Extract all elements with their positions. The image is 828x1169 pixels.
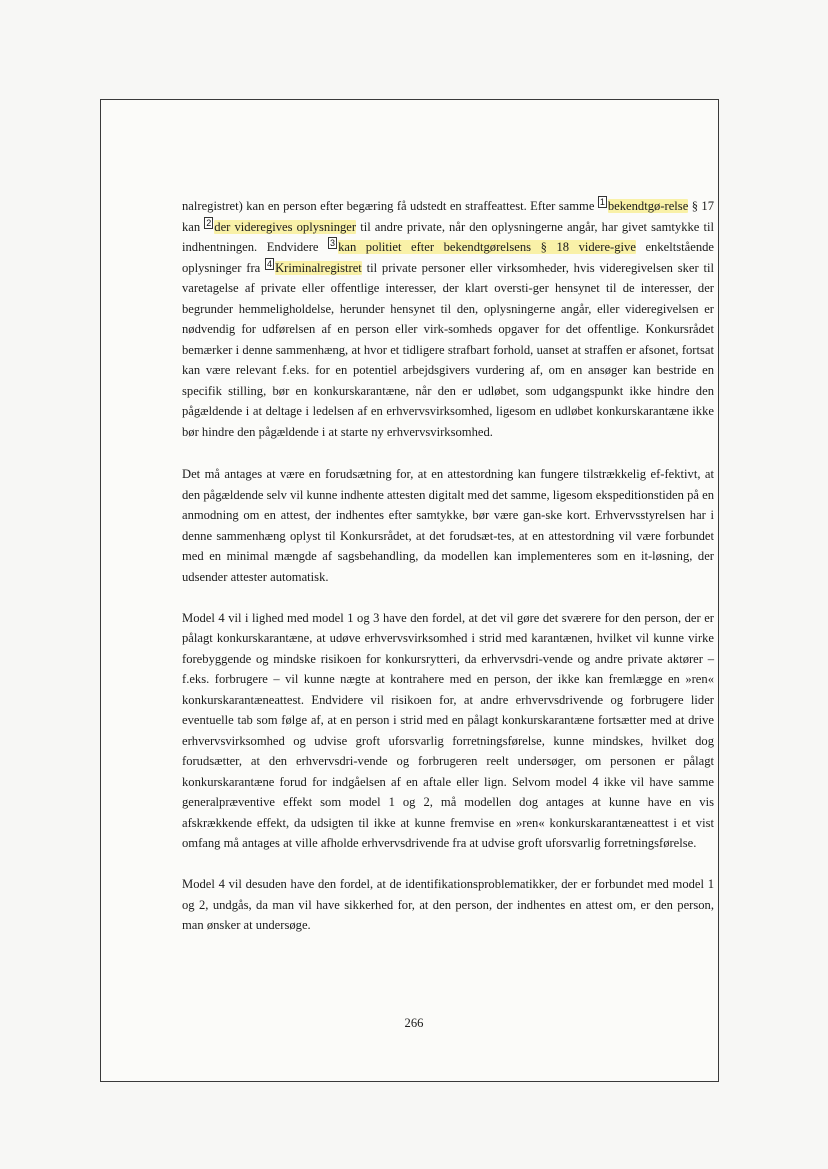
text-run: § 17 kan [182, 199, 714, 234]
annotation-marker-3[interactable]: 3 [330, 238, 336, 248]
highlight-1[interactable]: bekendtgø-relse [607, 199, 689, 213]
text-run: nalregistret) kan en person efter begæring få udstedt en straffeattest. Efter samme [182, 199, 598, 213]
paragraph-1 [182, 196, 714, 442]
text-run: til private personer eller virksomheder, hvis videregivelsen sker til varetagelse af private eller offentlige interesser, der klart oversti-ger hensynet til de interesser, der begrunder hemmeligholdelse, herunder hensynet til den, oplysningerne angår, eller videregivelsen er nødvendig for udførelsen af en person eller virk-somheds opgaver for det offentlige. Konkursrådet bemærker i denne sammenhæng, at hvor et tidligere strafbart forhold, uanset at straffen er afsonet, fortsat kan være relevant f.eks. for en potentiel arbejdsgivers vurdering af, om en ansøger kan bestride en specifik stilling, bør en konkurskarantæne, når den er udløbet, som udgangspunkt ikke hindre den pågældende i at deltage i ledelsen af en erhvervsvirksomhed, ligesom en udløbet konkurskarantæne ikke bør hindre den pågældende i at starte ny erhvervsvirksomhed. [182, 260, 714, 439]
paragraph-4: Model 4 vil desuden have den fordel, at de identifikationsproblematikker, der er forbundet med model 1 og 2, undgås, da man vil have sikkerhed for, at den person, der indhentes en attest om, er den person, man ønsker at undersøge. [182, 877, 714, 932]
highlight-2[interactable]: der videregives oplysninger [214, 219, 357, 234]
annotation-marker-2[interactable]: 2 [206, 217, 212, 228]
paragraph-3: Model 4 vil i lighed med model 1 og 3 have den fordel, at det vil gøre det sværere for den person, der er pålagt konkurskarantæne, at udøve erhvervsvirksomhed i strid med karantænen, hvilket vil kunne virke forebyggende og mindske risikoen for konkursrytteri, da erhvervsdri-vende og andre private aktører – f.eks. forbrugere – vil kunne nægte at kontrahere med en person, der ikke kan fremlægge en »ren« konkurskarantæneattest. Endvidere vil risikoen for, at andre erhvervsdrivende og forbrugere lider eventuelle tab som følge af, at en person i strid med en pålagt konkurskarantæne fortsætter med at drive erhvervsvirksomhed og udvise groft uforsvarlig forretningsførelse, kunne mindskes, hvilket dog forudsætter, at den erhvervsdri-vende og forbrugeren reelt undersøger, om personen er pålagt konkurskarantæne forud for indgåelsen af en aftale eller lign. Selvom model 4 ikke vil have samme generalpræventive effekt som model 1 og 2, må modellen dog antages at kunne have en vis afskrækkende effekt, da udsigten til ikke at kunne fremvise en »ren« konkurskarantæneattest i et vist omfang må antages at ville afholde erhvervsdrivende fra at udvise groft uforsvarlig forretningsførelse. [182, 610, 714, 850]
annotation-marker-1[interactable]: 1 [599, 197, 605, 207]
highlight-4[interactable]: Kriminalregistret [275, 260, 362, 275]
highlight-3[interactable]: kan politiet efter bekendtgørelsens § 18 videre-give [338, 240, 636, 254]
page-number: 266 [404, 1016, 424, 1030]
text-run: enkeltstående oplysninger fra [182, 240, 715, 275]
text-run: til andre private, når den oplysningerne angår, har givet samtykke til indhentningen. Endvidere [182, 219, 714, 254]
paragraph-2: Det må antages at være en forudsætning for, at en attestordning kan fungere tilstrækkelig ef-fektivt, at den pågældende selv vil kunne indhente attesten digitalt med det samme, ligesom ekspeditionstiden på en anmodning om en attest, der indhentes efter samtykke, bør være gan-ske kort. Erhvervsstyrelsen har i denne sammenhæng oplyst til Konkursrådet, at det forudsæt-tes, at en attestordning vil være forbundet med en minimal mængde af sagsbehandling, da modellen kan implementeres som en it-løsning, der udsender attester automatisk. [182, 467, 714, 584]
annotation-marker-4[interactable]: 4 [267, 258, 273, 269]
body-text [182, 196, 714, 956]
